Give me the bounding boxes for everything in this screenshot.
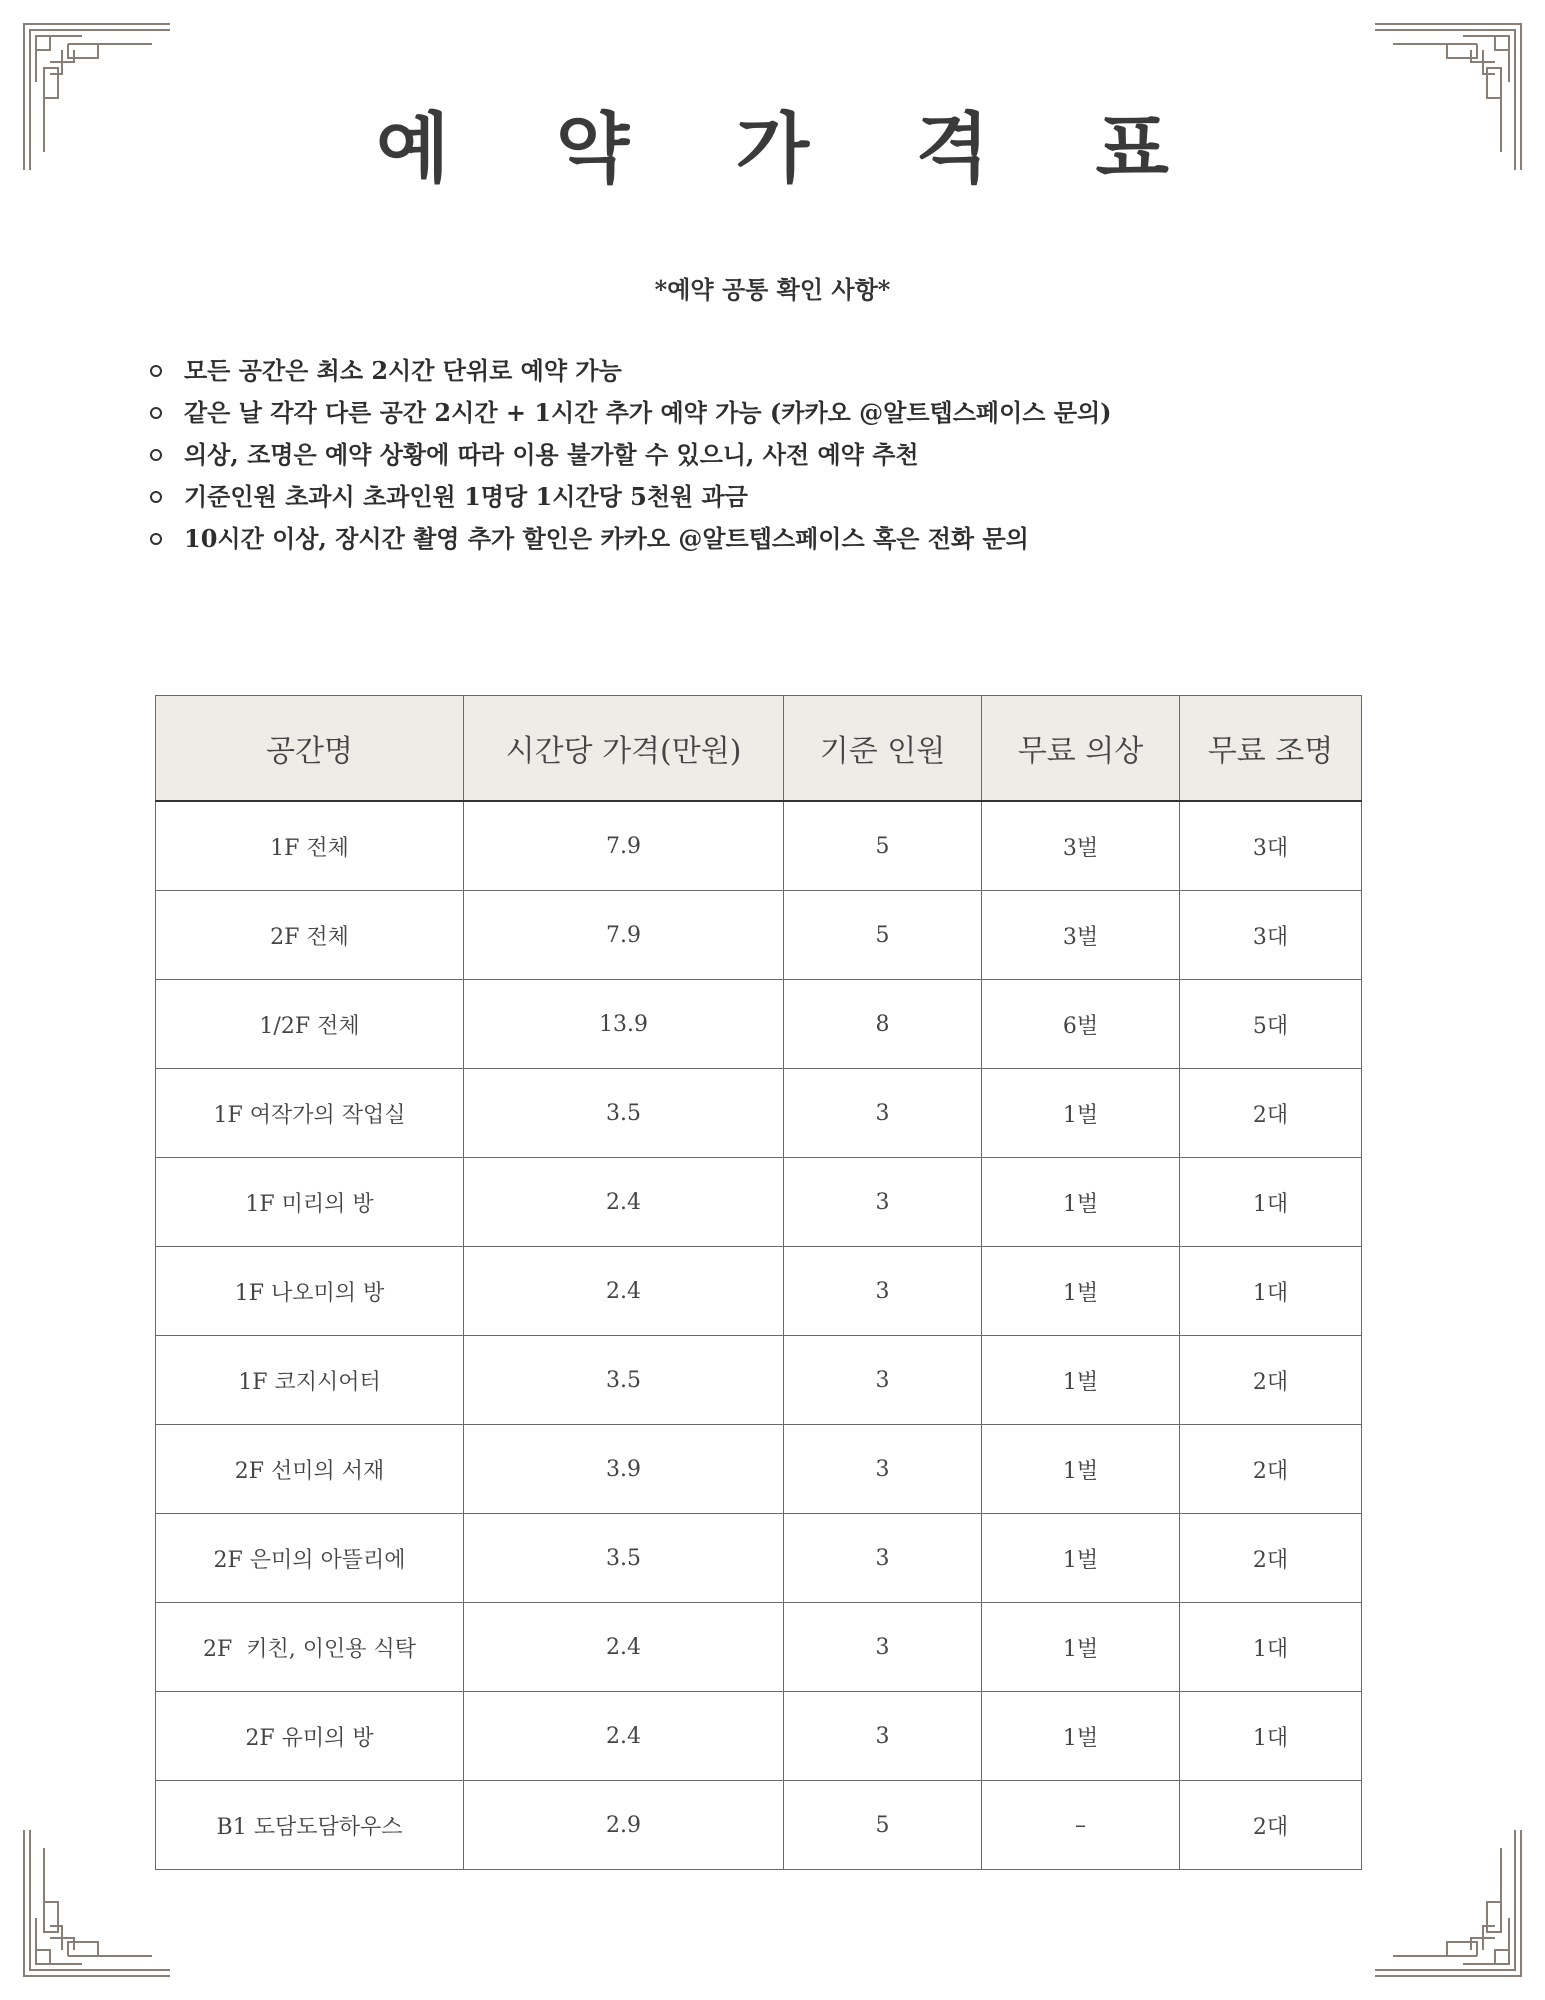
cell-capacity: 3 [784,1603,982,1692]
cell-space-name: 1F 미리의 방 [156,1158,464,1247]
cell-costume: 1벌 [982,1603,1180,1692]
note-text: 같은 날 각각 다른 공간 2시간 + 1시간 추가 예약 가능 (카카오 @알트텝스페이스 문의) [184,398,1112,427]
note-text: 10시간 이상, 장시간 촬영 추가 할인은 카카오 @알트텝스페이스 혹은 전화 문의 [184,524,1029,553]
table-row [156,1158,1362,1247]
table-header-row [156,696,1362,802]
cell-costume: 1벌 [982,1692,1180,1781]
note-item [150,434,1410,476]
table-row [156,891,1362,980]
table-row [156,1781,1362,1870]
page-title: 예 약 가 격 표 [376,104,1209,193]
cell-costume: 1벌 [982,1425,1180,1514]
bullet-icon [150,491,162,503]
cell-capacity: 5 [784,1781,982,1870]
cell-lighting: 1대 [1180,1603,1362,1692]
table-row [156,1692,1362,1781]
cell-price: 2.4 [464,1158,784,1247]
bullet-icon [150,449,162,461]
cell-capacity: 8 [784,980,982,1069]
cell-price: 2.4 [464,1247,784,1336]
cell-price: 2.4 [464,1603,784,1692]
cell-costume: 1벌 [982,1336,1180,1425]
cell-capacity: 3 [784,1692,982,1781]
note-text: 모든 공간은 최소 2시간 단위로 예약 가능 [184,356,622,385]
cell-price: 7.9 [464,891,784,980]
table-row [156,1425,1362,1514]
cell-price: 13.9 [464,980,784,1069]
cell-space-name: 1F 전체 [156,801,464,891]
cell-space-name: 2F 선미의 서재 [156,1425,464,1514]
table-row [156,1247,1362,1336]
cell-space-name: 1F 여작가의 작업실 [156,1069,464,1158]
cell-price: 7.9 [464,801,784,891]
cell-costume: 1벌 [982,1514,1180,1603]
cell-capacity: 5 [784,891,982,980]
cell-lighting: 3대 [1180,891,1362,980]
table-row [156,1336,1362,1425]
cell-lighting: 1대 [1180,1692,1362,1781]
header-free-lighting: 무료 조명 [1180,696,1362,802]
corner-ornament-icon [22,1828,172,1978]
cell-costume: – [982,1781,1180,1870]
cell-costume: 3벌 [982,801,1180,891]
cell-price: 3.9 [464,1425,784,1514]
cell-price: 2.9 [464,1781,784,1870]
cell-costume: 3벌 [982,891,1180,980]
cell-lighting: 2대 [1180,1425,1362,1514]
corner-ornament-icon [1373,1828,1523,1978]
table-row [156,1514,1362,1603]
cell-capacity: 5 [784,801,982,891]
cell-space-name: 1F 코지시어터 [156,1336,464,1425]
header-capacity: 기준 인원 [784,696,982,802]
corner-ornament-bottom-left [22,1828,172,1978]
table-row [156,980,1362,1069]
cell-lighting: 2대 [1180,1781,1362,1870]
bullet-icon [150,365,162,377]
table-row [156,1603,1362,1692]
cell-price: 3.5 [464,1514,784,1603]
cell-costume: 1벌 [982,1069,1180,1158]
cell-lighting: 5대 [1180,980,1362,1069]
note-text: 의상, 조명은 예약 상황에 따라 이용 불가할 수 있으니, 사전 예약 추천 [184,440,919,469]
cell-price: 2.4 [464,1692,784,1781]
corner-ornament-bottom-right [1373,1828,1523,1978]
cell-capacity: 3 [784,1514,982,1603]
cell-capacity: 3 [784,1336,982,1425]
bullet-icon [150,407,162,419]
cell-price: 3.5 [464,1069,784,1158]
note-item [150,350,1410,392]
cell-lighting: 2대 [1180,1336,1362,1425]
cell-costume: 6벌 [982,980,1180,1069]
note-item [150,518,1410,560]
bullet-icon [150,533,162,545]
header-space-name: 공간명 [156,696,464,802]
cell-capacity: 3 [784,1425,982,1514]
note-item [150,476,1410,518]
cell-space-name: B1 도담도담하우스 [156,1781,464,1870]
cell-lighting: 3대 [1180,801,1362,891]
cell-space-name: 2F 전체 [156,891,464,980]
notes-list [150,350,1410,560]
cell-lighting: 1대 [1180,1158,1362,1247]
cell-space-name: 2F 유미의 방 [156,1692,464,1781]
cell-costume: 1벌 [982,1247,1180,1336]
table-row [156,801,1362,891]
cell-lighting: 2대 [1180,1069,1362,1158]
cell-space-name: 2F 은미의 아뜰리에 [156,1514,464,1603]
cell-space-name: 2F 키친, 이인용 식탁 [156,1603,464,1692]
cell-capacity: 3 [784,1247,982,1336]
header-free-costume: 무료 의상 [982,696,1180,802]
cell-lighting: 1대 [1180,1247,1362,1336]
cell-space-name: 1/2F 전체 [156,980,464,1069]
note-item [150,392,1410,434]
table-row [156,1069,1362,1158]
cell-capacity: 3 [784,1158,982,1247]
price-table [155,695,1362,1870]
note-text: 기준인원 초과시 초과인원 1명당 1시간당 5천원 과금 [184,482,748,511]
header-price: 시간당 가격(만원) [464,696,784,802]
cell-capacity: 3 [784,1069,982,1158]
cell-space-name: 1F 나오미의 방 [156,1247,464,1336]
notes-heading: *예약 공통 확인 사항* [654,275,891,304]
cell-costume: 1벌 [982,1158,1180,1247]
cell-price: 3.5 [464,1336,784,1425]
cell-lighting: 2대 [1180,1514,1362,1603]
